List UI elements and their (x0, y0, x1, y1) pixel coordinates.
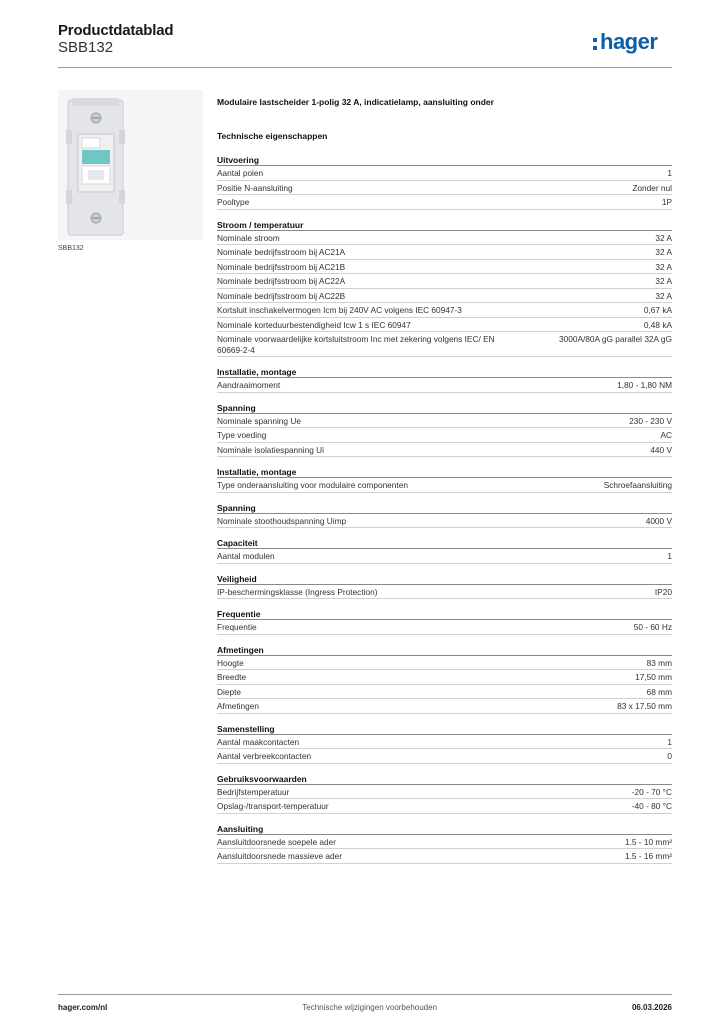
section-heading: Capaciteit (217, 537, 672, 549)
image-caption: SBB132 (58, 245, 84, 252)
spec-row (217, 620, 672, 635)
spec-value: Zonder nul (632, 182, 672, 193)
spec-section (217, 402, 672, 458)
spec-label: Nominale isolatiespanning Ui (217, 444, 324, 455)
spec-label: Pooltype (217, 197, 250, 207)
spec-section (217, 537, 672, 564)
spec-section (217, 502, 672, 529)
section-heading: Afmetingen (217, 644, 672, 656)
spec-label: Aantal verbreekcontacten (217, 751, 312, 761)
spec-row (217, 585, 672, 600)
spec-value: 50 - 60 Hz (633, 622, 672, 632)
section-heading: Gebruiksvoorwaarden (217, 773, 672, 785)
header-divider (58, 67, 672, 68)
spec-row (217, 245, 672, 260)
spec-label: Aantal polen (217, 168, 264, 178)
spec-row (217, 414, 672, 429)
spec-label: Nominale voorwaardelijke kortsluitstroom Inc met zekering volgens IEC/ EN 60669-2-4 (217, 334, 495, 355)
section-heading: Uitvoering (217, 154, 672, 166)
spec-value: 440 V (650, 444, 672, 455)
tech-heading: Technische eigenschappen (217, 131, 328, 141)
spec-section (217, 466, 672, 493)
spec-label: Type voeding (217, 430, 267, 440)
spec-row (217, 514, 672, 529)
spec-row (217, 699, 672, 714)
spec-label: Positie N-aansluiting (217, 182, 293, 193)
section-heading: Aansluiting (217, 823, 672, 835)
spec-label: Opslag-/transport-temperatuur (217, 801, 329, 811)
spec-value: 32 A (655, 232, 672, 243)
spec-row (217, 785, 672, 800)
spec-label: Hoogte (217, 657, 244, 668)
spec-value: 230 - 230 V (629, 415, 672, 426)
spec-value: 32 A (655, 290, 672, 301)
switch-device-icon (58, 90, 203, 240)
spec-row (217, 685, 672, 700)
spec-label: Bedrijfstemperatuur (217, 786, 290, 797)
section-heading: Installatie, montage (217, 466, 672, 478)
spec-row (217, 231, 672, 246)
spec-row (217, 260, 672, 275)
spec-sections (217, 154, 672, 864)
spec-section (217, 573, 672, 600)
spec-value: 83 mm (646, 657, 672, 668)
spec-label: Type onderaansluiting voor modulaire componenten (217, 480, 408, 490)
spec-row (217, 749, 672, 764)
spec-value: -40 - 80 °C (631, 801, 672, 811)
spec-label: Nominale bedrijfsstroom bij AC22A (217, 276, 346, 286)
spec-row (217, 670, 672, 685)
footer-disclaimer: Technische wijzigingen voorbehouden (302, 1003, 438, 1012)
spec-value: 1 (667, 168, 672, 178)
spec-section (217, 608, 672, 635)
spec-section (217, 773, 672, 814)
spec-section (217, 366, 672, 393)
spec-section (217, 219, 672, 358)
spec-label: Nominale korteduurbestendigheid Icw 1 s IEC 60947 (217, 319, 411, 330)
logo-dots-icon (593, 38, 597, 50)
spec-row (217, 735, 672, 750)
spec-label: Nominale bedrijfsstroom bij AC22B (217, 290, 346, 301)
spec-value: AC (660, 430, 672, 440)
section-heading: Spanning (217, 502, 672, 514)
spec-row (217, 289, 672, 304)
spec-value: IP20 (654, 586, 672, 597)
spec-value: 0,48 kA (643, 319, 672, 330)
spec-value: 32 A (655, 276, 672, 286)
spec-label: Aansluitdoorsnede soepele ader (217, 836, 337, 847)
product-subtitle: Modulaire lastscheider 1-polig 32 A, indicatielamp, aansluiting onder (217, 97, 494, 107)
footer-link[interactable]: hager.com/nl (58, 1003, 108, 1012)
spec-label: IP-beschermingsklasse (Ingress Protection) (217, 586, 378, 597)
spec-value: 68 mm (646, 686, 672, 697)
spec-label: Frequentie (217, 622, 257, 632)
spec-row (217, 181, 672, 196)
spec-value: 3000A/80A gG parallel 32A gG (558, 334, 672, 344)
spec-row (217, 656, 672, 671)
spec-row (217, 318, 672, 333)
spec-row (217, 378, 672, 393)
spec-label: Nominale bedrijfsstroom bij AC21A (217, 247, 346, 257)
logo-wordmark: hager (600, 29, 658, 54)
footer-date: 06.03.2026 (631, 1003, 672, 1012)
spec-value: 83 x 17.50 mm (617, 701, 672, 711)
spec-row (217, 799, 672, 814)
spec-section (217, 823, 672, 864)
spec-label: Aantal modulen (217, 551, 275, 561)
spec-section (217, 154, 672, 210)
spec-row (217, 549, 672, 564)
spec-row (217, 274, 672, 289)
spec-label: Afmetingen (217, 701, 259, 711)
spec-value: 1 (667, 551, 672, 561)
spec-value: 0 (667, 751, 672, 761)
spec-sheet (217, 97, 672, 864)
spec-value: 0,67 kA (643, 305, 672, 315)
product-code: SBB132 (58, 39, 114, 56)
spec-row (217, 195, 672, 210)
spec-label: Nominale spanning Ue (217, 415, 301, 426)
section-heading: Spanning (217, 402, 672, 414)
spec-row (217, 428, 672, 443)
spec-label: Nominale stoothoudspanning Uimp (217, 515, 347, 526)
hager-logo[interactable] (593, 28, 673, 56)
spec-label: Diepte (217, 686, 241, 697)
spec-row (217, 166, 672, 181)
section-heading: Samenstelling (217, 723, 672, 735)
spec-value: 32 A (655, 247, 672, 257)
spec-label: Breedte (217, 672, 247, 682)
product-image (58, 90, 203, 240)
spec-row (217, 849, 672, 864)
section-heading: Stroom / temperatuur (217, 219, 672, 231)
spec-value: 1.5 - 10 mm² (624, 836, 672, 847)
spec-label: Aansluitdoorsnede massieve ader (217, 851, 342, 861)
spec-row (217, 835, 672, 850)
spec-value: 4000 V (645, 515, 672, 526)
spec-row (217, 443, 672, 458)
spec-value: 1 (667, 736, 672, 747)
spec-label: Aandraaimoment (217, 380, 281, 390)
page-footer (58, 994, 672, 1012)
spec-label: Kortsluit inschakelvermogen Icm bij 240V AC volgens IEC 60947-3 (217, 305, 462, 315)
spec-value: 32 A (655, 261, 672, 272)
spec-value: 1,80 - 1,80 NM (617, 380, 672, 390)
section-heading: Installatie, montage (217, 366, 672, 378)
spec-value: 1.5 - 16 mm² (624, 851, 672, 861)
spec-row (217, 303, 672, 318)
spec-row (217, 478, 672, 493)
section-heading: Frequentie (217, 608, 672, 620)
spec-section (217, 644, 672, 714)
page-title: Productdatablad (58, 22, 174, 39)
spec-row (217, 332, 672, 357)
spec-label: Aantal maakcontacten (217, 736, 300, 747)
spec-label: Nominale stroom (217, 232, 280, 243)
spec-label: Nominale bedrijfsstroom bij AC21B (217, 261, 346, 272)
section-heading: Veiligheid (217, 573, 672, 585)
spec-value: -20 - 70 °C (631, 786, 672, 797)
spec-section (217, 723, 672, 764)
spec-value: 1P (661, 197, 672, 207)
spec-value: 17,50 mm (635, 672, 672, 682)
spec-value: Schroefaansluiting (603, 480, 672, 490)
